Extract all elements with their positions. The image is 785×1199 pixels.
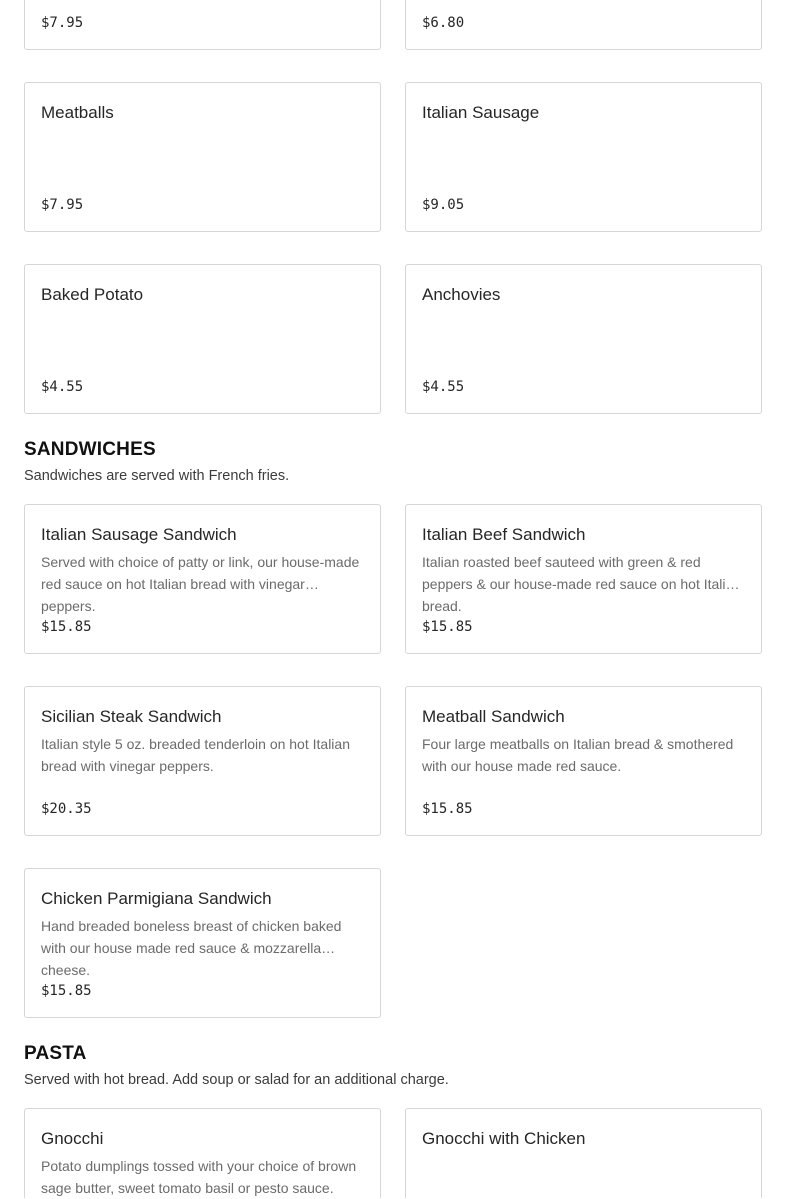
menu-item-card[interactable]	[24, 264, 381, 414]
item-description: Served with choice of patty or link, our house-made red sauce on hot Italian bread with vinegar peppers.	[41, 554, 360, 614]
menu-item-card[interactable]	[24, 82, 381, 232]
item-name: Anchovies	[422, 285, 501, 304]
section-description: Served with hot bread. Add soup or salad for an additional charge.	[24, 1072, 449, 1088]
menu-item-card[interactable]	[405, 504, 762, 654]
item-price: $7.95	[41, 197, 84, 213]
item-price: $15.85	[41, 983, 92, 999]
item-price: $15.85	[41, 619, 92, 635]
menu-item-card[interactable]	[405, 686, 762, 836]
item-name: Sicilian Steak Sandwich	[41, 707, 222, 726]
section-description: Sandwiches are served with French fries.	[24, 468, 290, 484]
item-price: $20.35	[41, 801, 92, 817]
item-price: $15.85	[422, 801, 473, 817]
item-price: $4.55	[422, 379, 465, 395]
menu-item-card[interactable]	[24, 868, 381, 1018]
menu-item-card[interactable]	[24, 1108, 381, 1198]
menu-item-card[interactable]	[405, 82, 762, 232]
item-name: Meatballs	[41, 103, 114, 122]
item-description: Hand breaded boneless breast of chicken baked with our house made red sauce & mozzarella cheese.	[41, 918, 342, 978]
item-description: Four large meatballs on Italian bread & smothered with our house made red sauce.	[422, 736, 734, 774]
section-title-sandwiches: SANDWICHES	[24, 439, 156, 460]
item-name: Baked Potato	[41, 285, 144, 304]
menu-item-card[interactable]	[405, 0, 762, 50]
item-price: $7.95	[41, 15, 84, 31]
menu-item-card[interactable]	[24, 504, 381, 654]
item-description: Italian style 5 oz. breaded tenderloin on hot Italian bread with vinegar peppers.	[41, 736, 350, 774]
item-name: Meatball Sandwich	[422, 707, 565, 726]
item-name: Gnocchi	[41, 1129, 104, 1148]
item-price: $9.05	[422, 197, 465, 213]
item-name: Italian Sausage Sandwich	[41, 525, 237, 544]
item-name: Chicken Parmigiana Sandwich	[41, 889, 272, 908]
menu-item-card[interactable]	[405, 264, 762, 414]
item-description: Potato dumplings tossed with your choice of brown sage butter, sweet tomato basil or pesto sauce.	[41, 1158, 357, 1196]
menu-item-card[interactable]	[24, 686, 381, 836]
menu-item-card[interactable]	[405, 1108, 762, 1198]
menu-item-card[interactable]	[24, 0, 381, 50]
item-name: Italian Beef Sandwich	[422, 525, 586, 544]
item-price: $15.85	[422, 619, 473, 635]
section-title-pasta: PASTA	[24, 1043, 87, 1064]
item-description: Italian roasted beef sauteed with green & red peppers & our house-made red sauce on hot Italian bread.	[422, 554, 742, 614]
item-price: $4.55	[41, 379, 84, 395]
item-name: Italian Sausage	[422, 103, 540, 122]
item-price: $6.80	[422, 15, 465, 31]
item-name: Gnocchi with Chicken	[422, 1129, 586, 1148]
